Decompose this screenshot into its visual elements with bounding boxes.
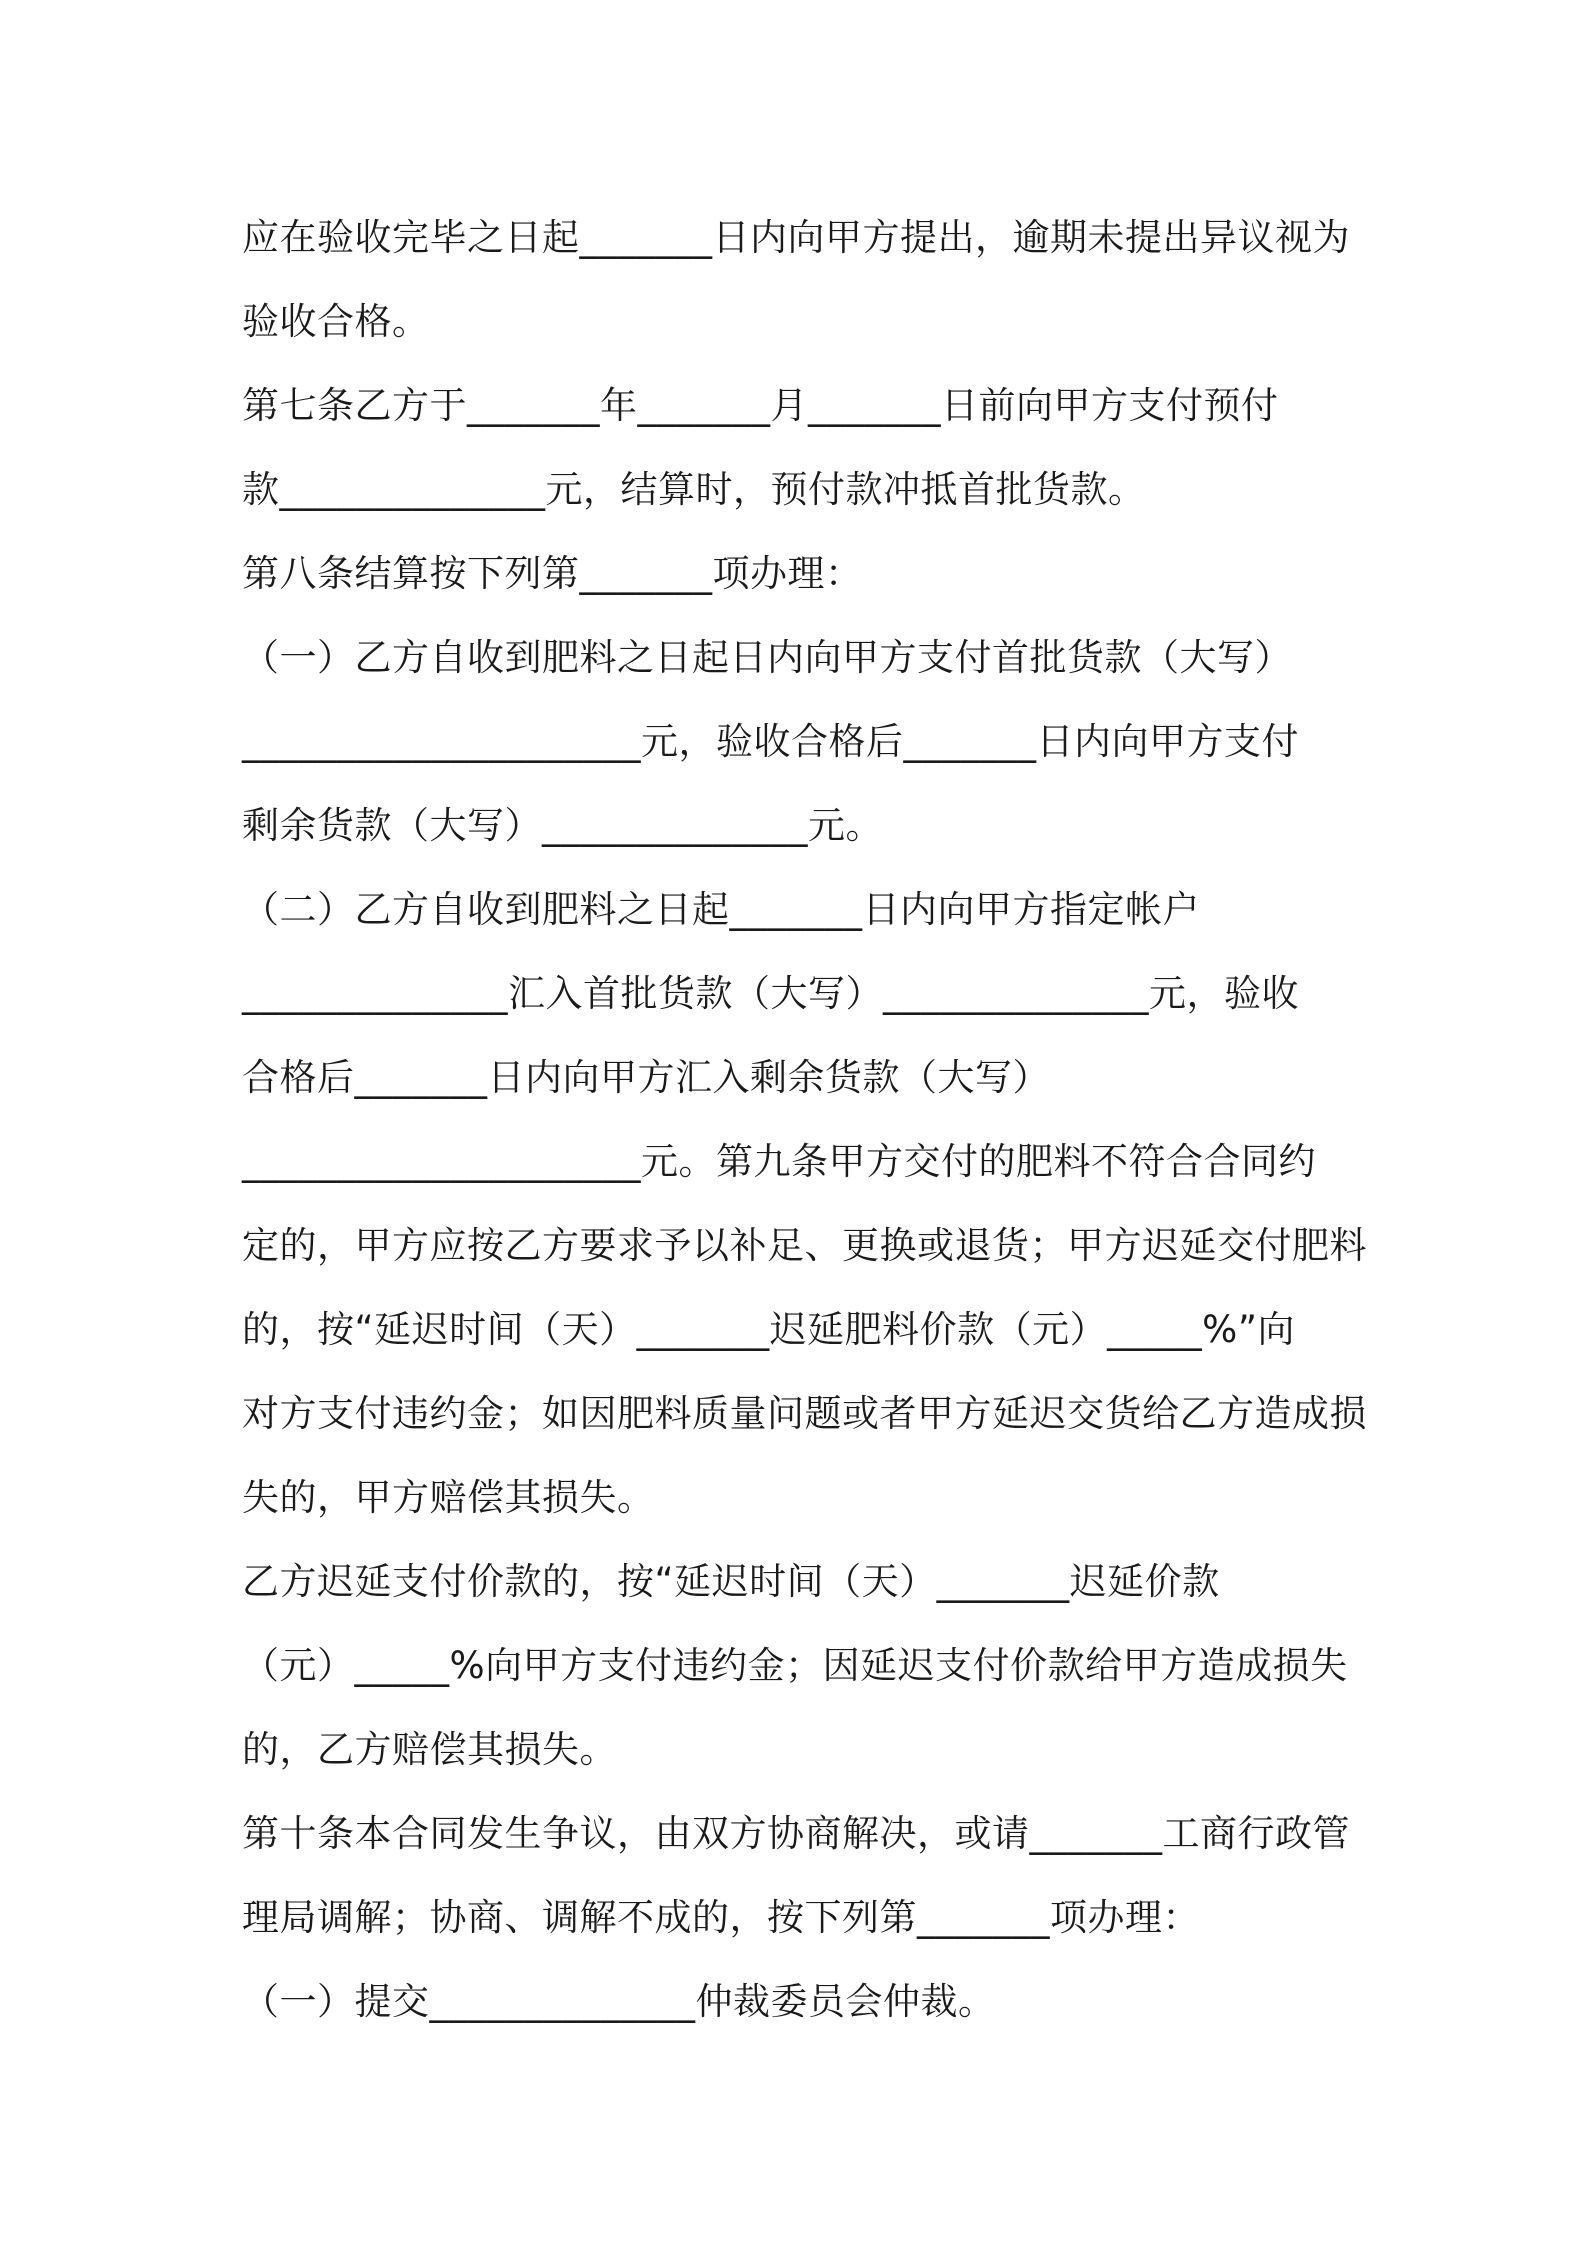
text-line: （一）乙方自收到肥料之日起日内向甲方支付首批货款（大写） xyxy=(242,636,1292,679)
text-line: 款______________元，结算时，预付款冲抵首批货款。 xyxy=(242,468,1146,511)
text-line: 理局调解；协商、调解不成的，按下列第_______项办理： xyxy=(242,1896,1200,1939)
text-line: 第七条乙方于_______年_______月_______日前向甲方支付预付 xyxy=(242,384,1279,427)
text-line: _____________________元，验收合格后_______日内向甲方支付 xyxy=(242,720,1299,763)
text-line: 第十条本合同发生争议，由双方协商解决，或请_______工商行政管 xyxy=(242,1812,1350,1855)
text-line: 的，乙方赔偿其损失。 xyxy=(242,1728,617,1771)
text-line: ______________汇入首批货款（大写）______________元，验收 xyxy=(242,972,1299,1015)
text-line: 对方支付违约金；如因肥料质量问题或者甲方延迟交货给乙方造成损 xyxy=(242,1392,1367,1435)
text-line: （一）提交______________仲裁委员会仲裁。 xyxy=(242,1980,996,2023)
text-line: （二）乙方自收到肥料之日起_______日内向甲方指定帐户 xyxy=(242,888,1200,931)
text-line: 失的，甲方赔偿其损失。 xyxy=(242,1476,655,1519)
text-line: 第八条结算按下列第_______项办理： xyxy=(242,552,863,595)
text-line: 定的，甲方应按乙方要求予以补足、更换或退货；甲方迟延交付肥料 xyxy=(242,1224,1367,1267)
text-line: 的，按“延迟时间（天）_______迟延肥料价款（元）_____%”向 xyxy=(242,1308,1295,1351)
text-line: （元）_____%向甲方支付违约金；因延迟支付价款给甲方造成损失 xyxy=(242,1644,1348,1687)
text-line: _____________________元。第九条甲方交付的肥料不符合合同约 xyxy=(242,1140,1316,1183)
text-line: 剩余货款（大写）______________元。 xyxy=(242,804,883,847)
text-line: 合格后_______日内向甲方汇入剩余货款（大写） xyxy=(242,1056,1050,1099)
text-line: 乙方迟延支付价款的，按“延迟时间（天）_______迟延价款 xyxy=(242,1560,1220,1603)
contract-text xyxy=(242,196,1367,2044)
text-line: 验收合格。 xyxy=(242,300,430,343)
text-line: 应在验收完毕之日起_______日内向甲方提出，逾期未提出异议视为 xyxy=(242,216,1350,259)
